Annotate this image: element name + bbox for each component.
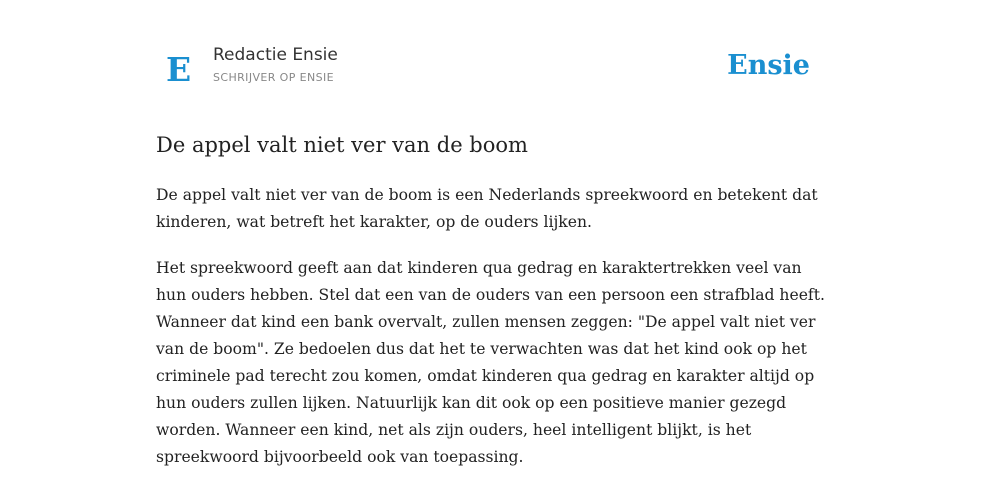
article-paragraph: De appel valt niet ver van de boom is een Nederlands spreekwoord en betekent dat kinderen, wat betreft het karakter, op de ouders lijken. [156,186,818,231]
author-logo-icon: E [166,50,192,89]
author-role: SCHRIJVER OP ENSIE [213,71,335,84]
article-body [156,182,836,490]
author-name[interactable]: Redactie Ensie [213,45,338,65]
brand-logo[interactable]: Ensie [727,50,810,81]
author-header [156,40,810,96]
article-title: De appel valt niet ver van de boom [156,133,528,157]
article-paragraph: Het spreekwoord geeft aan dat kinderen qua gedrag en karaktertrekken veel van hun ouders hebben. Stel dat een van de ouders van een persoon een strafblad heeft. Wanneer dat kind een bank overvalt, zullen mensen zeggen: "De appel valt niet ver van de boom". Ze bedoelen dus dat het te verwachten was dat het kind ook op het criminele pad terecht zou komen, omdat kinderen qua gedrag en karakter altijd op hun ouders zullen lijken. Natuurlijk kan dit ook op een positieve manier gezegd worden. Wanneer een kind, net als zijn ouders, heel intelligent blijkt, is het spreekwoord bijvoorbeeld ook van toepassing. [156,259,825,466]
